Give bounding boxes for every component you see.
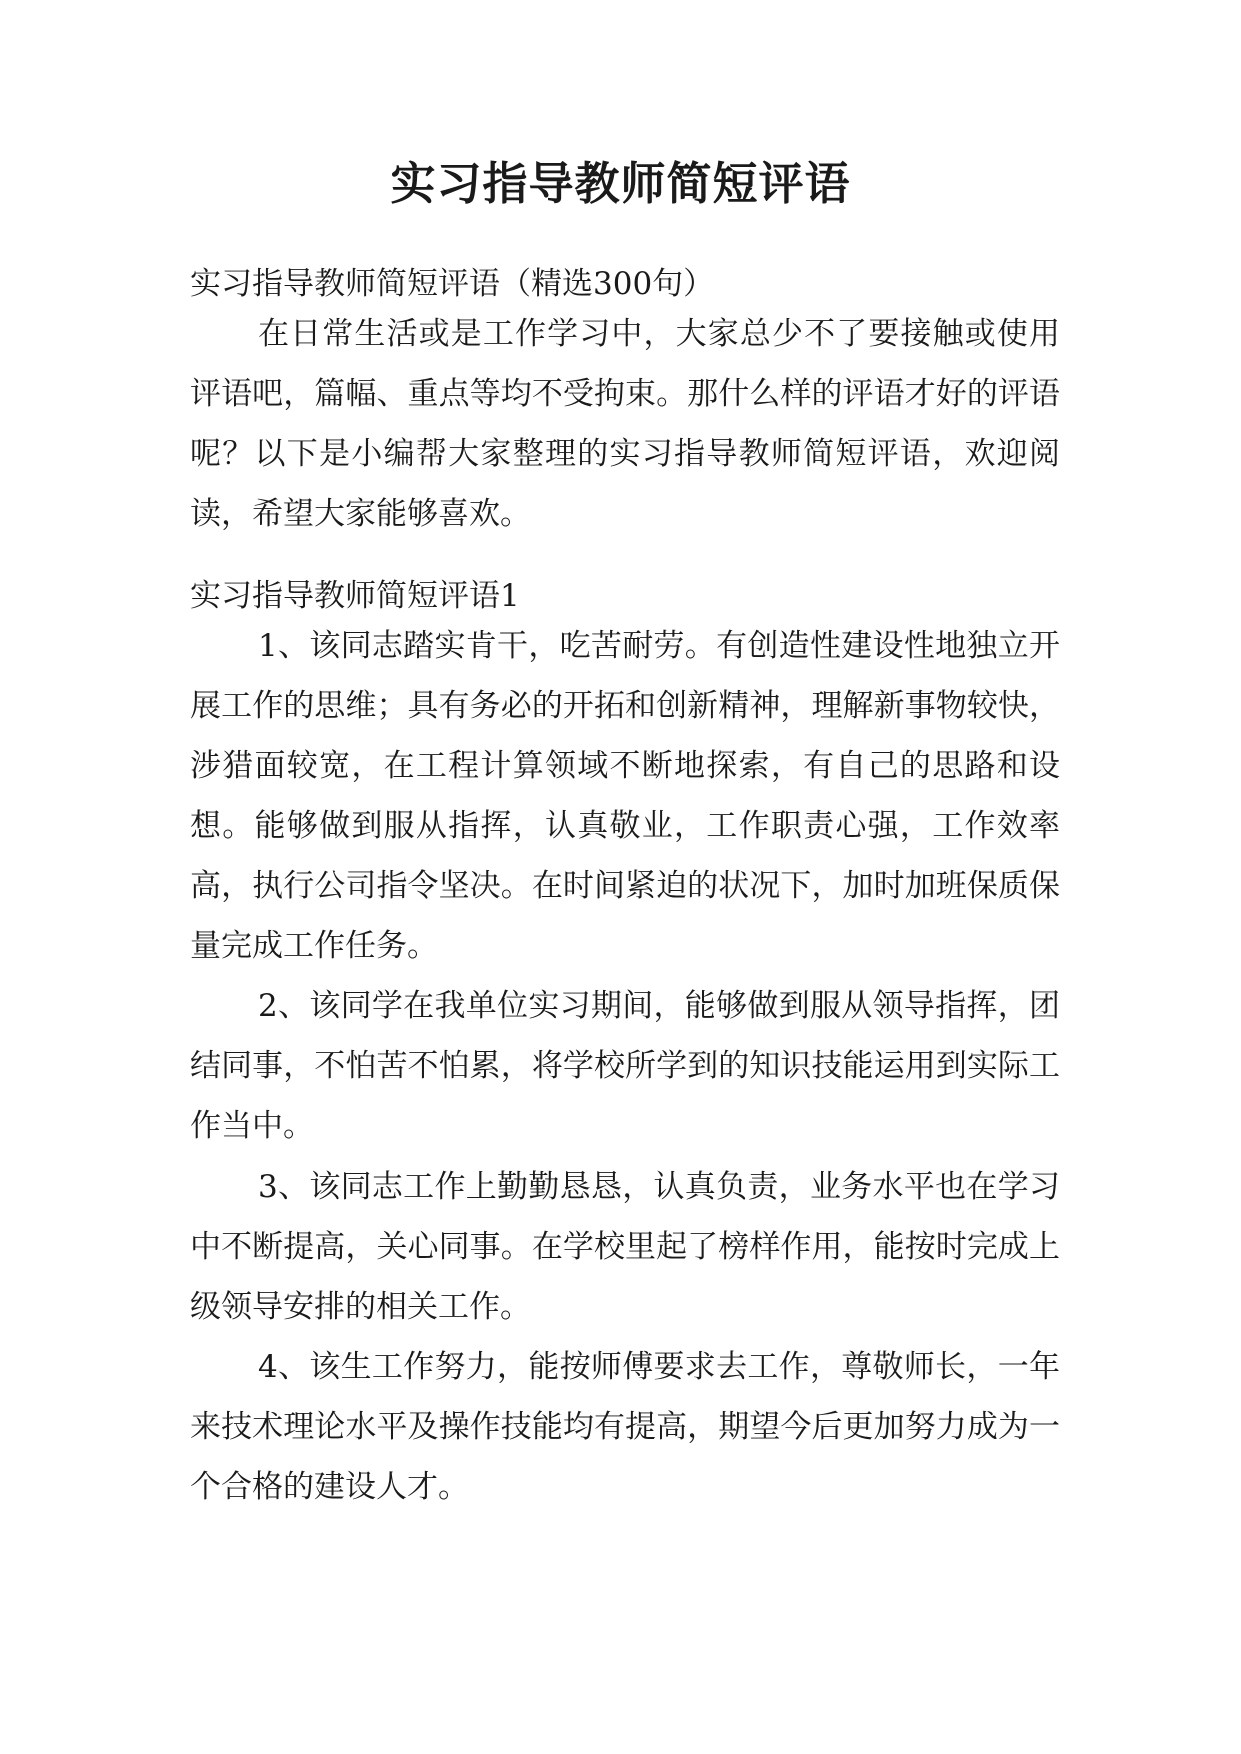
section-heading: 实习指导教师简短评语1	[190, 578, 520, 614]
intro-paragraph: 在日常生活或是工作学习中，大家总少不了要接触或使用评语吧，篇幅、重点等均不受拘束。那什么样的评语才好的评语呢？以下是小编帮大家整理的实习指导教师简短评语，欢迎阅读，希望大家能够喜欢。	[190, 316, 1060, 532]
list-item: 2、该同学在我单位实习期间，能够做到服从领导指挥，团结同事，不怕苦不怕累，将学校所学到的知识技能运用到实际工作当中。	[190, 988, 1060, 1144]
list-item: 3、该同志工作上勤勤恳恳，认真负责，业务水平也在学习中不断提高，关心同事。在学校里起了榜样作用，能按时完成上级领导安排的相关工作。	[190, 1169, 1060, 1325]
list-item: 1、该同志踏实肯干，吃苦耐劳。有创造性建设性地独立开展工作的思维；具有务必的开拓和创新精神，理解新事物较快，涉猎面较宽，在工程计算领域不断地探索，有自己的思路和设想。能够做到服从指挥，认真敬业，工作职责心强，工作效率高，执行公司指令坚决。在时间紧迫的状况下，加时加班保质保量完成工作任务。	[190, 628, 1060, 964]
document-subtitle: 实习指导教师简短评语（精选300句）	[190, 266, 715, 302]
document-title: 实习指导教师简短评语	[390, 157, 851, 210]
list-item: 4、该生工作努力，能按师傅要求去工作，尊敬师长，一年来技术理论水平及操作技能均有提高，期望今后更加努力成为一个合格的建设人才。	[190, 1349, 1060, 1505]
